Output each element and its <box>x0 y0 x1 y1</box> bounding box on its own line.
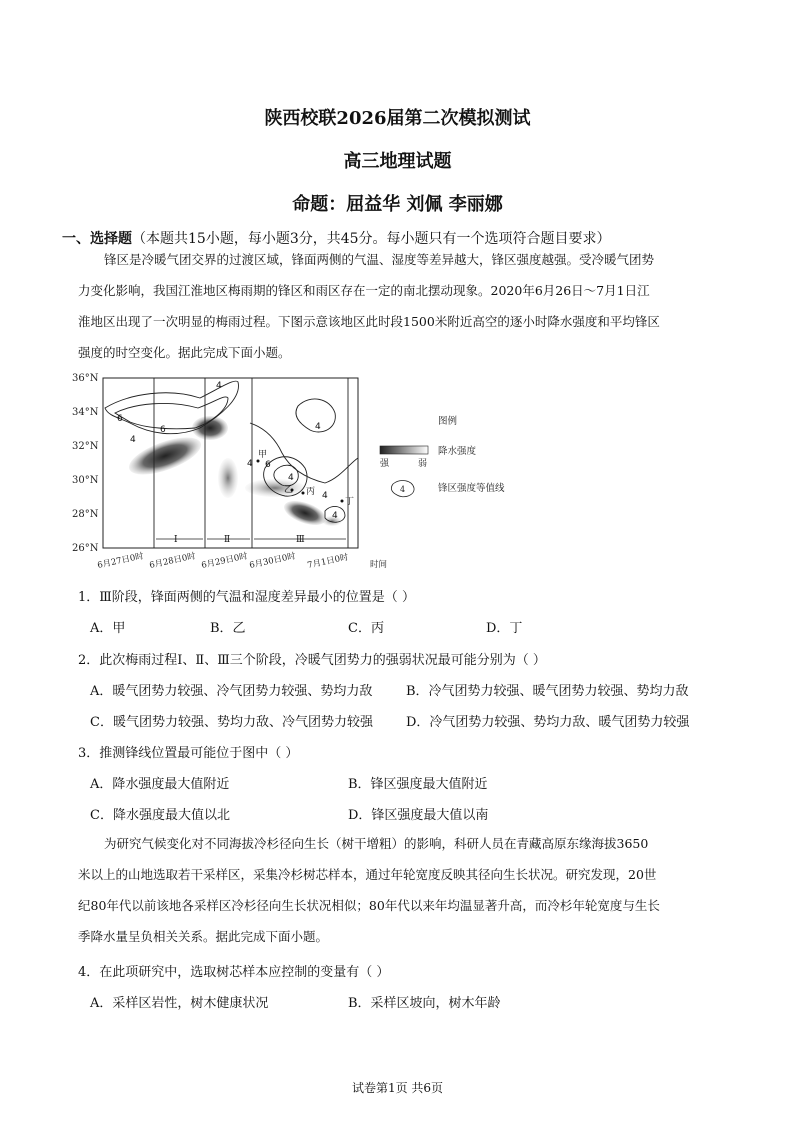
page-footer: 试卷第1页 共6页 <box>351 1081 444 1095</box>
passage-line: 锋区是冷暖气团交界的过渡区域，锋面两侧的气温、湿度等差异越大，锋区强度越强。受冷暖气团势 <box>104 252 655 267</box>
q2-option-b[interactable]: B．冷气团势力较强、暖气团势力较强、势均力敌 <box>406 684 689 699</box>
y-tick-label: 30°N <box>72 475 99 486</box>
contour-label: 4 <box>332 511 338 521</box>
q4-option-b[interactable]: B．采样区坡向，树木年龄 <box>348 996 501 1011</box>
y-tick-label: 34°N <box>72 407 99 418</box>
contour-label: 4 <box>315 422 321 432</box>
legend-precip: 降水强度 <box>438 446 477 457</box>
x-tick-label: 6月28日0时 <box>148 551 197 571</box>
stage-label: Ⅲ <box>296 535 305 545</box>
q2-option-c[interactable]: C．暖气团势力较强、势均力敌、冷气团势力较强 <box>90 715 373 730</box>
precip-shading <box>125 416 342 530</box>
stage-label: Ⅰ <box>174 535 178 545</box>
y-tick-label: 36°N <box>72 373 99 384</box>
point-label: 甲 <box>258 450 268 460</box>
point-label: 丙 <box>306 487 316 497</box>
contour-label: 6 <box>265 460 271 470</box>
contour-label: 4 <box>216 381 222 391</box>
legend-title: 图例 <box>438 416 458 427</box>
passage-line: 为研究气候变化对不同海拔冷杉径向生长（树干增粗）的影响，科研人员在青藏高原东缘海拔3650 <box>104 836 649 851</box>
q1-option-c[interactable]: C．丙 <box>348 621 384 636</box>
figure-svg <box>60 368 530 576</box>
q3-option-d[interactable]: D．锋区强度最大值以南 <box>348 808 489 823</box>
question-4-stem: 4．在此项研究中，选取树芯样本应控制的变量有（ ） <box>78 965 390 980</box>
x-tick-label: 6月27日0时 <box>96 551 145 571</box>
q3-option-c[interactable]: C．降水强度最大值以北 <box>90 808 230 823</box>
passage-line: 强度的时空变化。据此完成下面小题。 <box>78 345 291 360</box>
q2-option-a[interactable]: A．暖气团势力较强、冷气团势力较强、势均力敌 <box>90 684 373 699</box>
y-tick-label: 28°N <box>72 509 99 520</box>
passage-1 <box>78 244 724 368</box>
legend-gradient <box>380 446 428 454</box>
y-tick-label: 32°N <box>72 441 99 452</box>
figure-precip-front <box>60 368 530 576</box>
x-axis-label: 时间 <box>370 560 388 570</box>
x-tick-label: 6月29日0时 <box>200 551 249 571</box>
legend-strong: 强 <box>380 459 390 469</box>
q3-option-a[interactable]: A．降水强度最大值附近 <box>90 777 230 792</box>
exam-title: 陕西校联2026届第二次模拟测试 <box>264 108 531 129</box>
q1-option-a[interactable]: A．甲 <box>90 621 126 636</box>
point-marker <box>341 500 344 503</box>
exam-authors: 命题：屈益华 刘佩 李丽娜 <box>292 194 503 215</box>
passage-line: 淮地区出现了一次明显的梅雨过程。下图示意该地区此时段1500米附近高空的逐小时降水强度和平均锋区 <box>78 314 660 329</box>
point-label: 乙 <box>284 485 294 495</box>
contour-label: 6 <box>160 425 166 435</box>
section-note: （本题共15小题，每小题3分，共45分。每小题只有一个选项符合题目要求） <box>132 231 611 247</box>
section-title: 一、选择题 <box>62 231 132 247</box>
legend-contour: 锋区强度等值线 <box>438 483 505 494</box>
question-1-stem: 1．Ⅲ阶段，锋面两侧的气温和湿度差异最小的位置是（ ） <box>78 590 415 605</box>
point-label: 丁 <box>345 497 355 507</box>
legend <box>380 415 505 497</box>
legend-contour-value: 4 <box>400 485 406 494</box>
passage-2 <box>78 828 724 952</box>
passage-line: 季降水量呈负相关关系。据此完成下面小题。 <box>78 929 329 944</box>
passage-line: 力变化影响，我国江淮地区梅雨期的锋区和雨区存在一定的南北摆动现象。2020年6月26日～7月1日江 <box>78 283 650 298</box>
y-tick-label: 26°N <box>72 543 99 554</box>
x-tick-label: 6月30日0时 <box>248 551 297 571</box>
q3-option-b[interactable]: B．锋区强度最大值附近 <box>348 777 488 792</box>
question-2-stem: 2．此次梅雨过程Ⅰ、Ⅱ、Ⅲ三个阶段，冷暖气团势力的强弱状况最可能分别为（ ） <box>78 653 546 668</box>
contour-label: 4 <box>288 473 294 483</box>
q1-option-b[interactable]: B．乙 <box>210 621 246 636</box>
legend-weak: 弱 <box>418 459 428 469</box>
q1-option-d[interactable]: D．丁 <box>486 621 523 636</box>
question-3-stem: 3．推测锋线位置最可能位于图中（ ） <box>78 746 299 761</box>
q4-option-a[interactable]: A．采样区岩性，树木健康状况 <box>90 996 269 1011</box>
passage-line: 纪80年代以前该地各采样区冷杉径向生长状况相似；80年代以来年均温显著升高，而冷杉年轮宽度与生长 <box>78 898 660 913</box>
stage-label: Ⅱ <box>224 535 231 545</box>
contour-label: 4 <box>247 459 253 469</box>
passage-line: 米以上的山地选取若干采样区，采集冷杉树芯样本，通过年轮宽度反映其径向生长状况。研究发现，20世 <box>78 867 657 882</box>
q2-option-d[interactable]: D．冷气团势力较强、势均力敌、暖气团势力较强 <box>406 715 690 730</box>
contour-label: 4 <box>322 491 328 501</box>
contour-label: 6 <box>117 414 123 424</box>
x-tick-label: 7月1日0时 <box>306 552 350 571</box>
exam-subtitle: 高三地理试题 <box>343 151 452 172</box>
contour-label: 4 <box>130 435 136 445</box>
point-marker <box>302 492 305 495</box>
